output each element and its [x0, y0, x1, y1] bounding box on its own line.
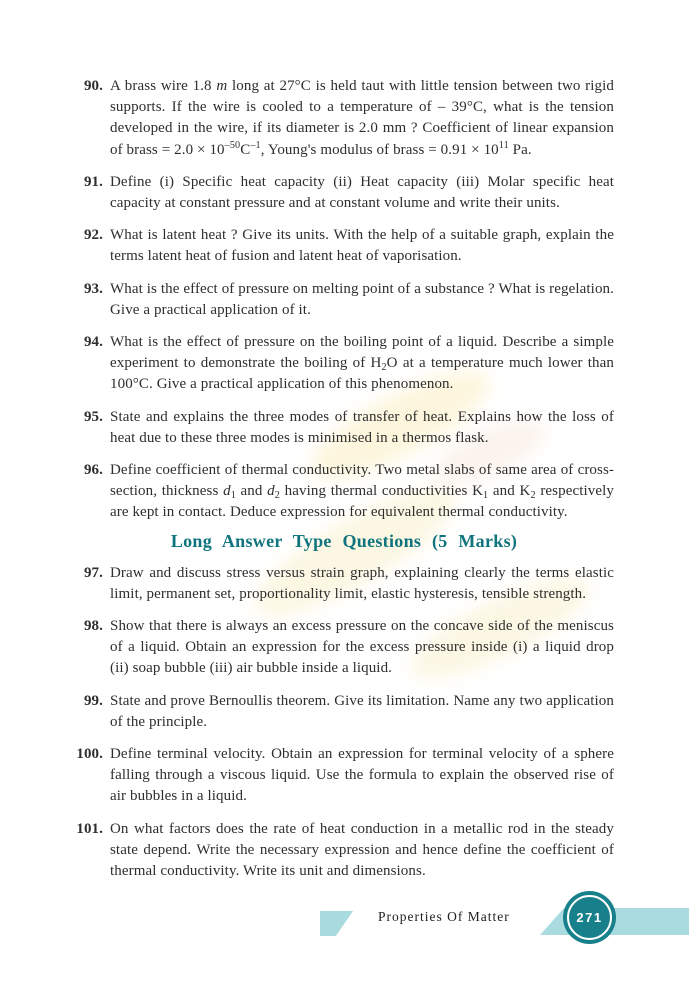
section-heading: Long Answer Type Questions (5 Marks): [170, 530, 518, 551]
question-number: 97.: [83, 564, 103, 581]
question-number: 94.: [83, 334, 103, 351]
page-footer: [0, 888, 689, 958]
question-number: 90.: [83, 78, 103, 94]
question-item: [74, 616, 614, 680]
question-number: 95.: [83, 408, 103, 425]
question-item: [74, 279, 614, 321]
question-item: [74, 819, 614, 883]
question-number: 99.: [83, 692, 103, 709]
question-text: On what factors does the rate of heat conduction in a metallic rod in the steady state depend. Write the necessary expression and hence define the coefficient of thermal conductivity. Write its unit and dimensions.: [110, 820, 614, 880]
question-item: [74, 76, 614, 161]
question-text: Define (i) Specific heat capacity (ii) Heat capacity (iii) Molar specific heat capacity at constant pressure and at constant volume and write their units.: [110, 173, 614, 212]
page-number: 271: [567, 895, 612, 940]
question-text: Define terminal velocity. Obtain an expression for terminal velocity of a sphere falling through a viscous liquid. Use the formula to explain the observed rise of air bubbles in a liquid.: [110, 746, 614, 805]
question-item: [74, 407, 614, 449]
question-number: 96.: [83, 462, 103, 479]
question-text: State and prove Bernoullis theorem. Give its limitation. Name any two application of the principle.: [110, 692, 614, 730]
page-number-badge: [563, 891, 616, 944]
page-content: [74, 76, 614, 893]
question-number: 93.: [83, 280, 103, 297]
question-number: 101.: [76, 820, 103, 837]
question-text: Show that there is always an excess pressure on the concave side of the meniscus of a liquid. Obtain an expression for the excess pressure inside (i) a liquid drop (ii) soap bubble (iii) air bubble inside a liquid.: [110, 618, 614, 677]
question-item: [74, 172, 614, 214]
question-item: [74, 691, 614, 733]
question-text: Draw and discuss stress versus strain graph, explaining clearly the terms elastic limit, permanent set, proportionality limit, elastic hysteresis, tensible strength.: [110, 564, 614, 602]
question-number: 98.: [83, 618, 103, 635]
question-number: 91.: [83, 173, 103, 190]
question-number: 92.: [83, 227, 103, 244]
question-item: [74, 332, 614, 396]
footer-accent-shape: [320, 911, 353, 936]
question-text: A brass wire 1.8 m long at 27°C is held taut with little tension between two rigid supports. If the wire is cooled to a temperature of – 39°C, what is the tension developed in the wire, if its diameter is 2.0 mm ? Coefficient of linear expansion of brass = $2.0 \times 10^{-50}C^{-1}$, Young's modulus of brass = $0.91 \times 10^{11}$ Pa.: [110, 78, 615, 158]
question-number: 100.: [76, 746, 103, 763]
question-text: What is latent heat ? Give its units. With the help of a suitable graph, explain the terms latent heat of fusion and latent heat of vaporisation.: [110, 227, 614, 265]
question-text: Define coefficient of thermal conductivity. Two metal slabs of same area of cross-section, thickness $d_1$ and $d_2$ having thermal conductivities $K_1$ and $K_2$ respectively are kept in contact. Deduce expression for equivalent thermal conductivity.: [110, 462, 614, 521]
footer-chapter-title: Properties Of Matter: [378, 909, 510, 924]
question-text: State and explains the three modes of transfer of heat. Explains how the loss of heat due to these three modes is minimised in a thermos flask.: [110, 408, 614, 446]
question-text: What is the effect of pressure on melting point of a substance ? What is regelation. Give a practical application of it.: [110, 280, 614, 318]
question-item: [74, 225, 614, 267]
question-item: [74, 563, 614, 605]
question-item: [74, 460, 614, 524]
question-text: What is the effect of pressure on the boiling point of a liquid. Describe a simple experiment to demonstrate the boiling of $H_2O$ at a temperature much lower than 100°C. Give a practical application of this phenomenon.: [110, 334, 614, 393]
question-item: [74, 744, 614, 808]
